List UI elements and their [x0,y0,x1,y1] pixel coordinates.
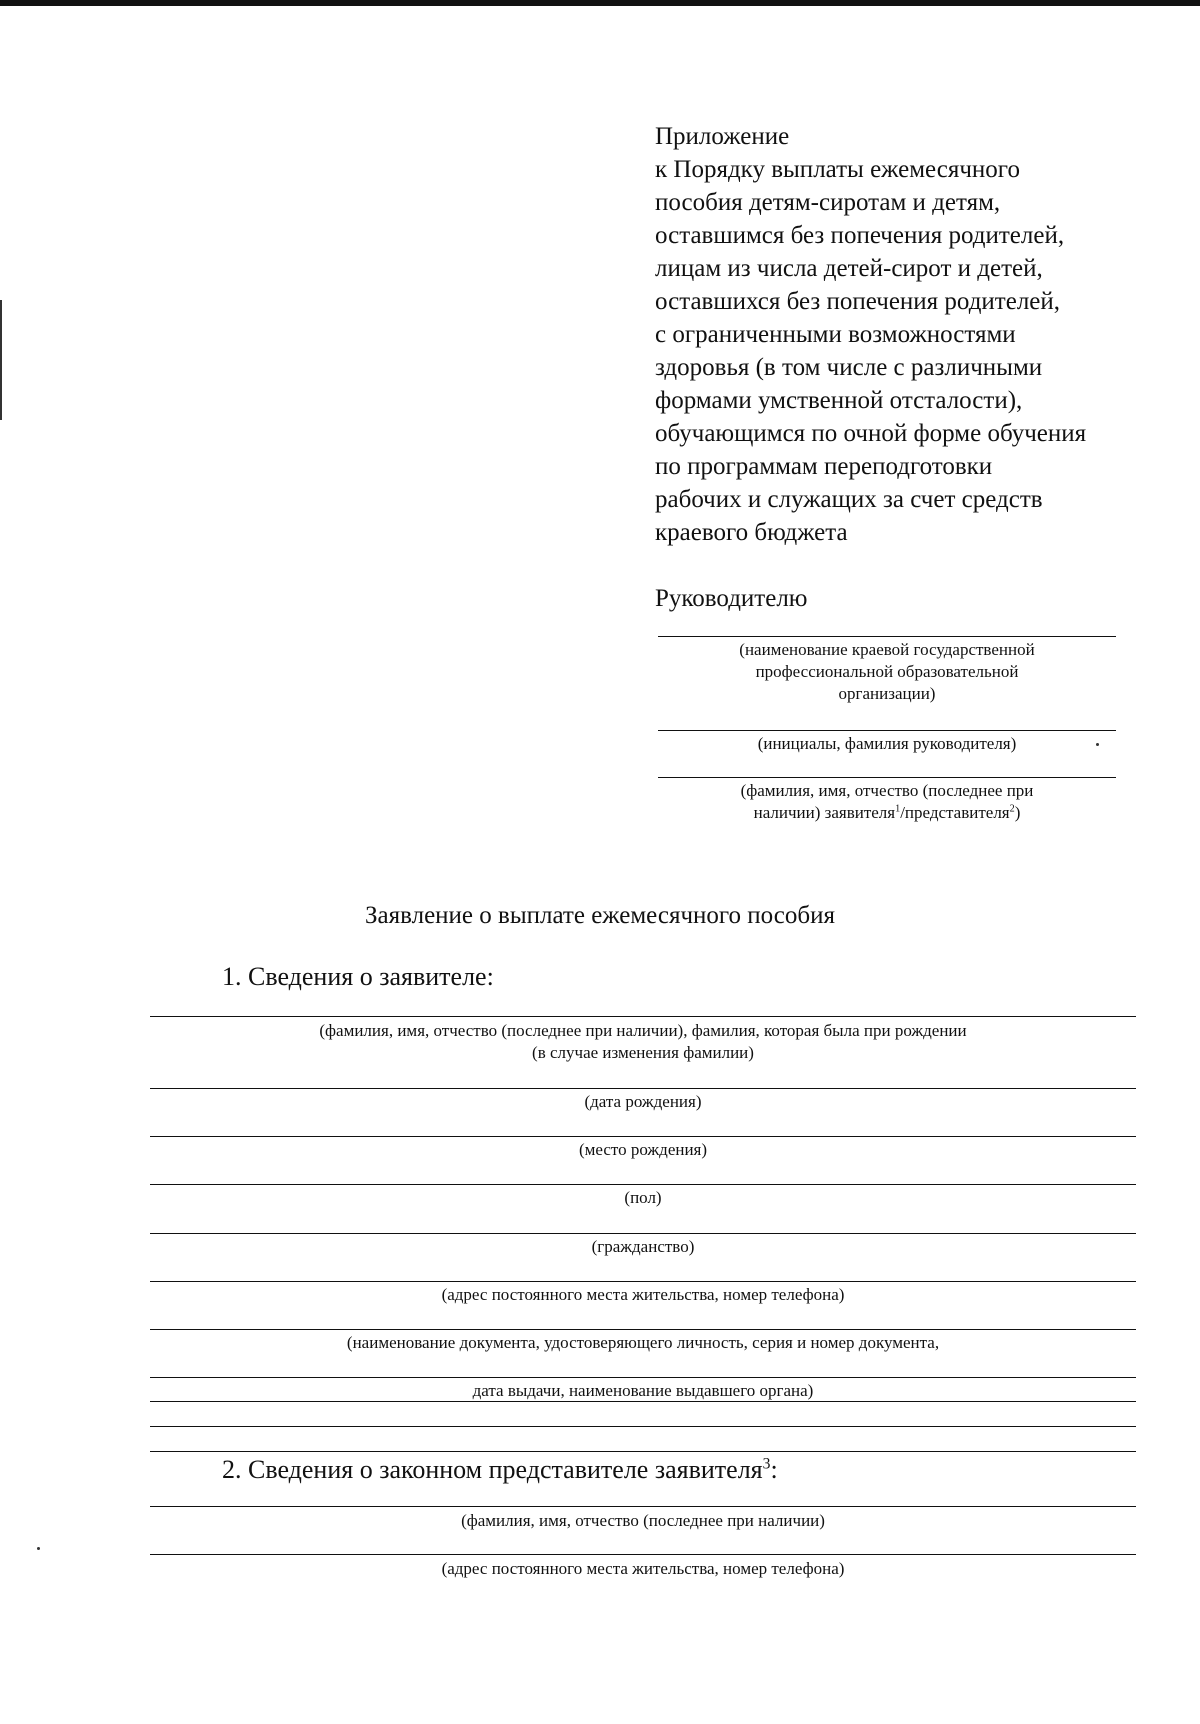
fill-line[interactable] [150,1377,1136,1378]
fill-line[interactable] [150,1184,1136,1185]
field-caption: (наименование документа, удостоверяющего личность, серия и номер документа, [346,1333,940,1352]
fill-line[interactable] [150,1554,1136,1555]
appendix-line: здоровья (в том числе с различными [655,354,1043,381]
appendix-line: рабочих и служащих за счет средств [655,486,1043,513]
appendix-line: с ограниченными возможностями [655,321,1016,348]
appendix-line: по программам переподготовки [655,453,993,480]
field-caption: (место рождения) [578,1140,708,1159]
field-caption: (фамилия, имя, отчество (последнее при наличии) заявителя$^1$/представителя$^2$) [740,781,1034,822]
appendix-line: оставшимся без попечения родителей, [655,222,1065,249]
fill-line[interactable] [150,1016,1136,1017]
appendix-line: оставшихся без попечения родителей, [655,288,1061,315]
fill-line[interactable] [150,1136,1136,1137]
fill-line[interactable] [150,1329,1136,1330]
appendix-line: формами умственной отсталости), [655,387,1023,414]
field-caption: (фамилия, имя, отчество (последнее при наличии) [461,1511,825,1530]
document-title: Заявление о выплате ежемесячного пособия [365,902,835,929]
fill-line[interactable] [150,1281,1136,1282]
scan-speck [37,1547,40,1550]
appendix-line: Приложение [655,123,790,150]
fill-line[interactable] [150,1451,1136,1452]
field-caption: (дата рождения) [584,1092,702,1111]
addressee-label: Руководителю [655,585,808,612]
field-caption: (фамилия, имя, отчество (последнее при наличии), фамилия, которая была при рождении (в случае изменения фамилии) [319,1021,967,1062]
fill-line[interactable] [150,1401,1136,1402]
field-caption: дата выдачи, наименование выдавшего органа) [472,1381,814,1400]
director-name-field[interactable] [658,730,1116,755]
field-caption: (наименование краевой государственной профессиональной образовательной организации) [739,640,1035,703]
field-caption: (адрес постоянного места жительства, номер телефона) [441,1559,845,1578]
section2-heading: 2. Сведения о законном представителе заявителя$^3$: [222,1455,778,1484]
applicant-name-field[interactable] [658,777,1116,824]
fill-line[interactable] [150,1426,1136,1427]
field-caption: (гражданство) [591,1237,695,1256]
appendix-line: к Порядку выплаты ежемесячного [655,156,1020,183]
org-name-field[interactable] [658,636,1116,705]
appendix-header [655,120,1175,549]
field-caption: (адрес постоянного места жительства, номер телефона) [441,1285,845,1304]
fill-line[interactable] [150,1506,1136,1507]
field-caption: (инициалы, фамилия руководителя) [757,734,1017,753]
fill-line[interactable] [150,1233,1136,1234]
section1-heading: 1. Сведения о заявителе: [222,962,494,991]
scan-top-border [0,0,1200,6]
field-caption: (пол) [624,1188,662,1207]
appendix-line: краевого бюджета [655,519,848,546]
appendix-line: обучающимся по очной форме обучения [655,420,1087,447]
scan-edge-mark [0,300,2,420]
appendix-line: пособия детям-сиротам и детям, [655,189,1001,216]
appendix-line: лицам из числа детей-сирот и детей, [655,255,1043,282]
fill-line[interactable] [150,1088,1136,1089]
